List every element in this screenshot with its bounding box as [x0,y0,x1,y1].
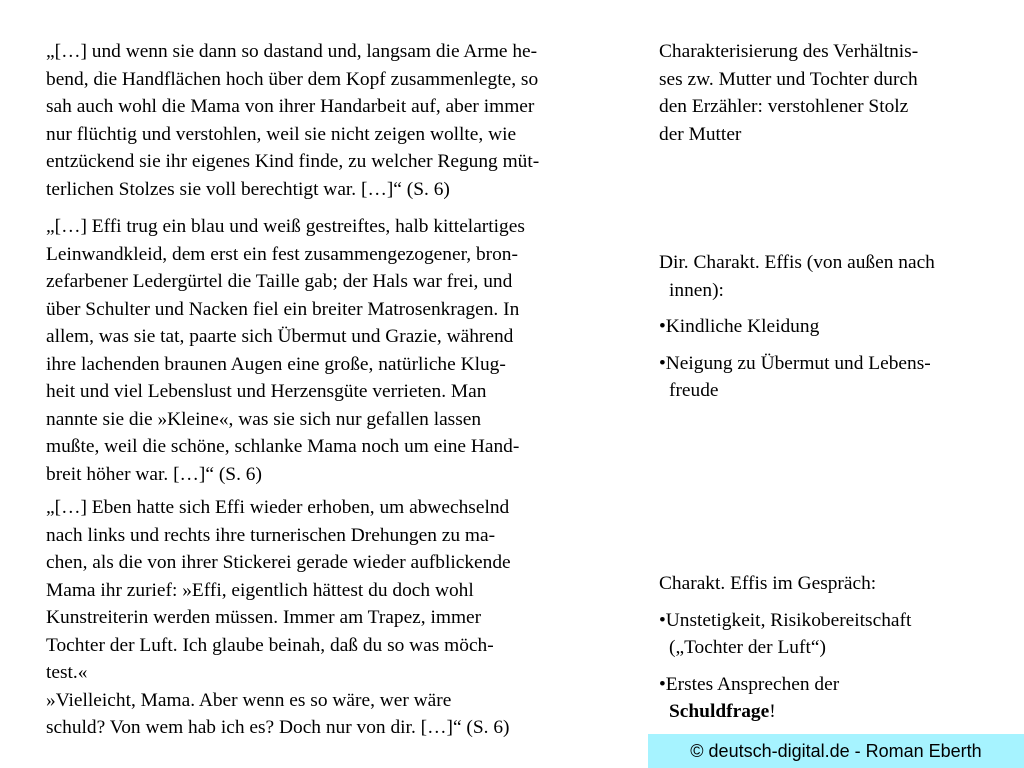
note-dialogue-characterization [659,570,1009,726]
copyright-footer: © deutsch-digital.de - Roman Eberth [648,734,1024,768]
note-bullet-guilt-prefix: •Erstes Ansprechen der [659,673,840,695]
note-bullet-guilt [659,671,1009,726]
note-direct-characterization-heading: Dir. Charakt. Effis (von außen nach innen): [659,252,935,301]
quote-effi-mother-pride: „[…] und wenn sie dann so dastand und, langsam die Arme he- bend, die Handflächen hoch über dem Kopf zusammenlegte, so sah auch wohl die Mama von ihrer Handarbeit auf, aber immer nur flüchtig und verstohlen, weil sie nicht zeigen wollte, wie entzückend sie ihr eigenes Kind finde, zu welcher Regung müt- terlichen Stolzes sie voll berechtigt war. […]“ (S. 6) [46,41,540,200]
note-bullet-clothing: •Kindliche Kleidung [659,316,820,337]
note-direct-characterization [659,249,1009,405]
quote-effi-dialogue: „[…] Eben hatte sich Effi wieder erhoben, um abwechselnd nach links und rechts ihre turnerischen Drehungen zu ma- chen, als die von ihrer Stickerei gerade wieder aufblickende Mama ihr zurief: »Effi, eigentlich hättest du doch wohl Kunstreiterin werden müssen. Immer am Trapez, immer Tochter der Luft. Ich glaube beinah, daß du so was möch- test.« »Vielleicht, Mama. Aber wenn es so wäre, wer wäre schuld? Von wem hab ich es? Doch nur von dir. […]“ (S. 6) [46,497,511,738]
quote-effi-description: „[…] Effi trug ein blau und weiß gestreiftes, halb kittelartiges Leinwandkleid, dem erst ein fest zusammengezogener, bron- zefarbener Ledergürtel die Taille gab; der Hals war frei, und über Schulter und Nacken fiel ein breiter Matrosenkragen. In allem, was sie tat, paarte sich Übermut und Grazie, während ihre lachenden braunen Augen eine große, natürliche Klug- heit und viel Lebenslust und Herzensgüte verrieten. Man nannte sie die »Kleine«, was sie sich nur gefallen lassen mußte, weil die schöne, schlanke Mama noch um eine Hand- breit höher war. […]“ (S. 6) [46,216,525,485]
note-dialogue-characterization-heading: Charakt. Effis im Gespräch: [659,573,877,594]
note-bullet-guilt-bold: Schuldfrage [669,701,770,722]
note-relationship [659,38,1009,148]
note-bullet-exuberance: •Neigung zu Übermut und Lebens- freude [659,352,931,401]
note-relationship-text: Charakterisierung des Verhältnis- ses zw. Mutter und Tochter durch den Erzähler: verstohlener Stolz der Mutter [659,41,919,145]
note-bullet-guilt-suffix: ! [769,701,776,722]
note-bullet-risk: •Unstetigkeit, Risikobereitschaft („Tochter der Luft“) [659,609,912,658]
